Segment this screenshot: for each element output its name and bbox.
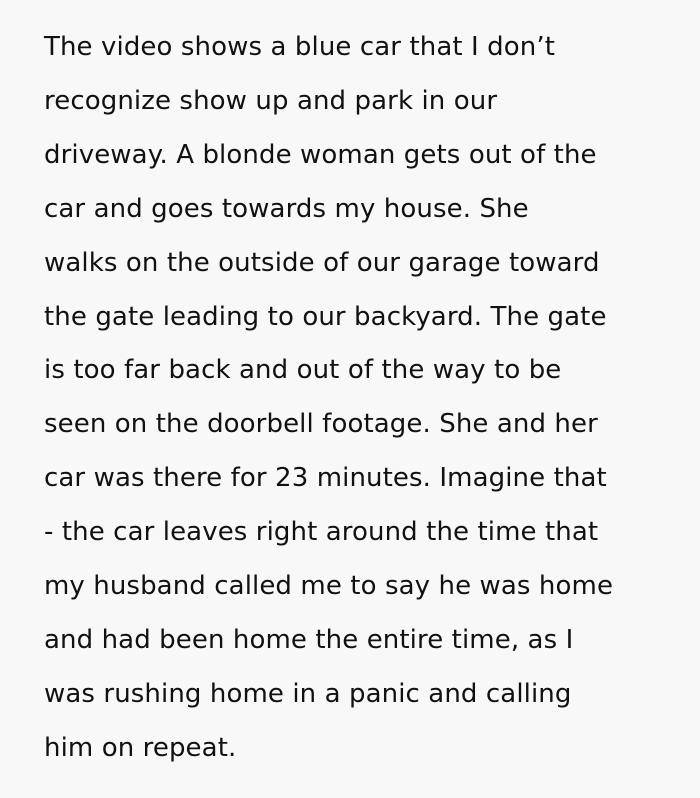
text-line: seen on the doorbell footage. She and her [44,409,598,440]
text-line: The video shows a blue car that I don’t [44,32,556,62]
text-line: him on repeat. [44,732,237,763]
text-line: car was there for 23 minutes. Imagine that [44,463,607,494]
text-line: is too far back and out of the way to be [44,355,562,386]
text-line: my husband called me to say he was home [44,571,614,602]
text-line: recognize show up and park in our [44,85,498,116]
text-line: walks on the outside of our garage toward [44,247,600,278]
text-line: - the car leaves right around the time that [44,517,599,548]
text-line: driveway. A blonde woman gets out of the [44,139,597,170]
text-line: the gate leading to our backyard. The gate [44,301,607,332]
text-line: and had been home the entire time, as I [44,624,574,655]
text-line: was rushing home in a panic and calling [44,678,572,709]
story-paragraph [44,21,684,776]
text-line: car and goes towards my house. She [44,193,529,224]
